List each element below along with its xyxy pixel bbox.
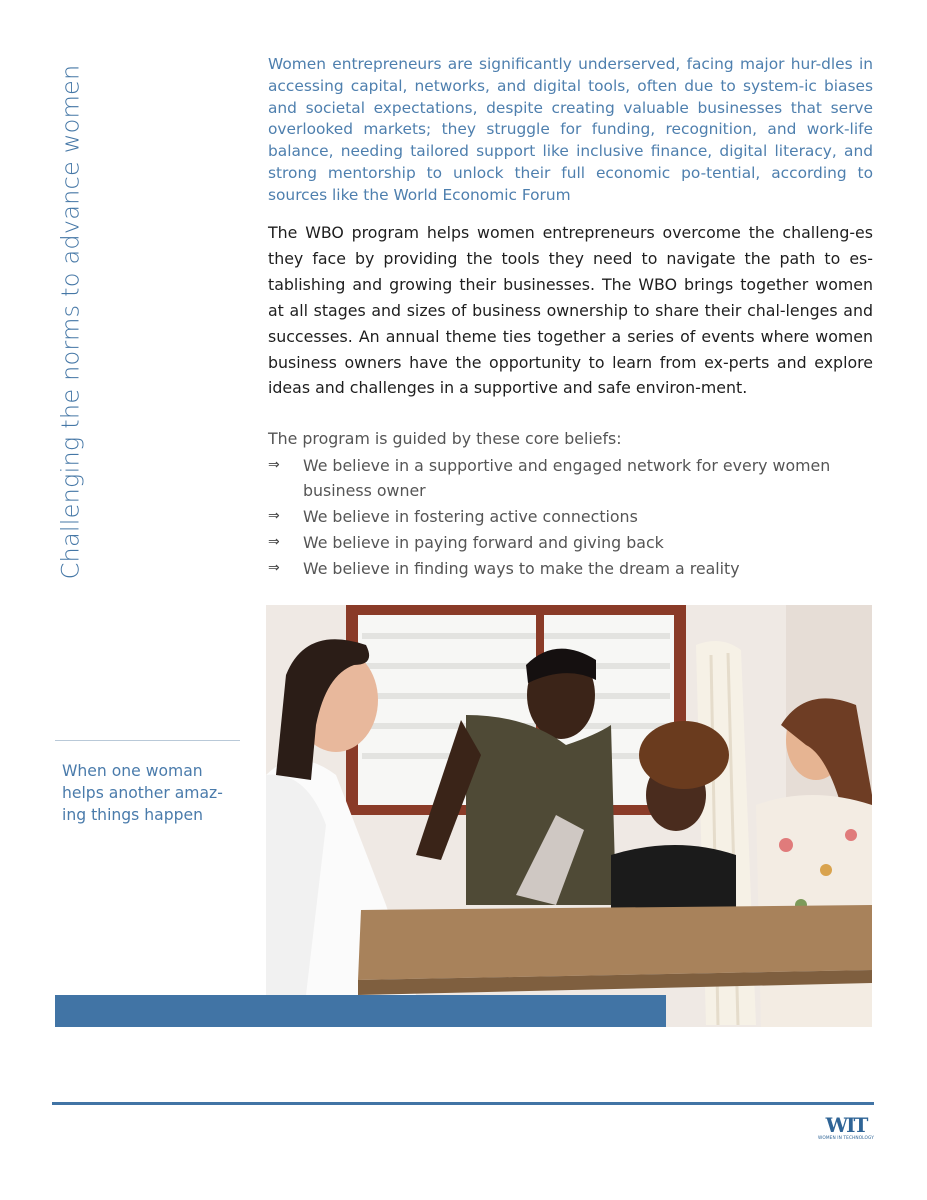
belief-item: [268, 556, 873, 581]
vertical-title-text: Challenging the norms to advance women: [56, 64, 84, 580]
group-photo-illustration: [266, 605, 872, 1027]
double-arrow-icon: ⇒: [268, 508, 280, 524]
double-arrow-icon: ⇒: [268, 534, 280, 550]
vertical-page-title: [54, 56, 86, 588]
belief-text: We believe in a supportive and engaged network for every women business owner: [303, 456, 831, 500]
logo-mark: WIT: [825, 1113, 867, 1137]
double-arrow-icon: ⇒: [268, 457, 280, 473]
group-photo: [266, 605, 872, 1027]
program-description: The WBO program helps women entrepreneurs overcome the challeng-es they face by providing the tools they need to navigate the path to es-tablishing and growing their businesses. The WBO brings together women at all stages and sizes of business ownership to share their chal-lenges and successes. An annual theme ties together a series of events where women business owners have the opportunity to learn from ex-perts and explore ideas and challenges in a supportive and safe environ-ment.: [268, 223, 873, 398]
belief-item: [268, 504, 873, 529]
double-arrow-icon: ⇒: [268, 560, 280, 576]
belief-text: We believe in finding ways to make the dream a reality: [303, 559, 740, 578]
beliefs-intro: The program is guided by these core beliefs:: [268, 429, 622, 448]
belief-item: [268, 453, 873, 503]
quote-divider: [55, 740, 240, 741]
belief-item: [268, 530, 873, 555]
core-beliefs-list: [268, 453, 873, 582]
logo-caption: WOMEN IN TECHNOLOGY: [818, 1136, 874, 1141]
wit-logo: [818, 1114, 874, 1148]
intro-paragraph: Women entrepreneurs are significantly underserved, facing major hur-dles in accessing capital, networks, and digital tools, often due to system-ic biases and societal expectations, despite creating valuable businesses that serve overlooked markets; they struggle for funding, recognition, and work-life balance, needing tailored support like inclusive finance, digital literacy, and strong mentorship to unlock their full economic po-tential, according to sources like the World Economic Forum: [268, 55, 873, 204]
pull-quote: When one woman helps another amaz-ing things happen: [62, 762, 223, 824]
belief-text: We believe in fostering active connections: [303, 507, 638, 526]
accent-bar: [55, 995, 666, 1027]
belief-text: We believe in paying forward and giving back: [303, 533, 664, 552]
footer-rule: [52, 1102, 874, 1105]
